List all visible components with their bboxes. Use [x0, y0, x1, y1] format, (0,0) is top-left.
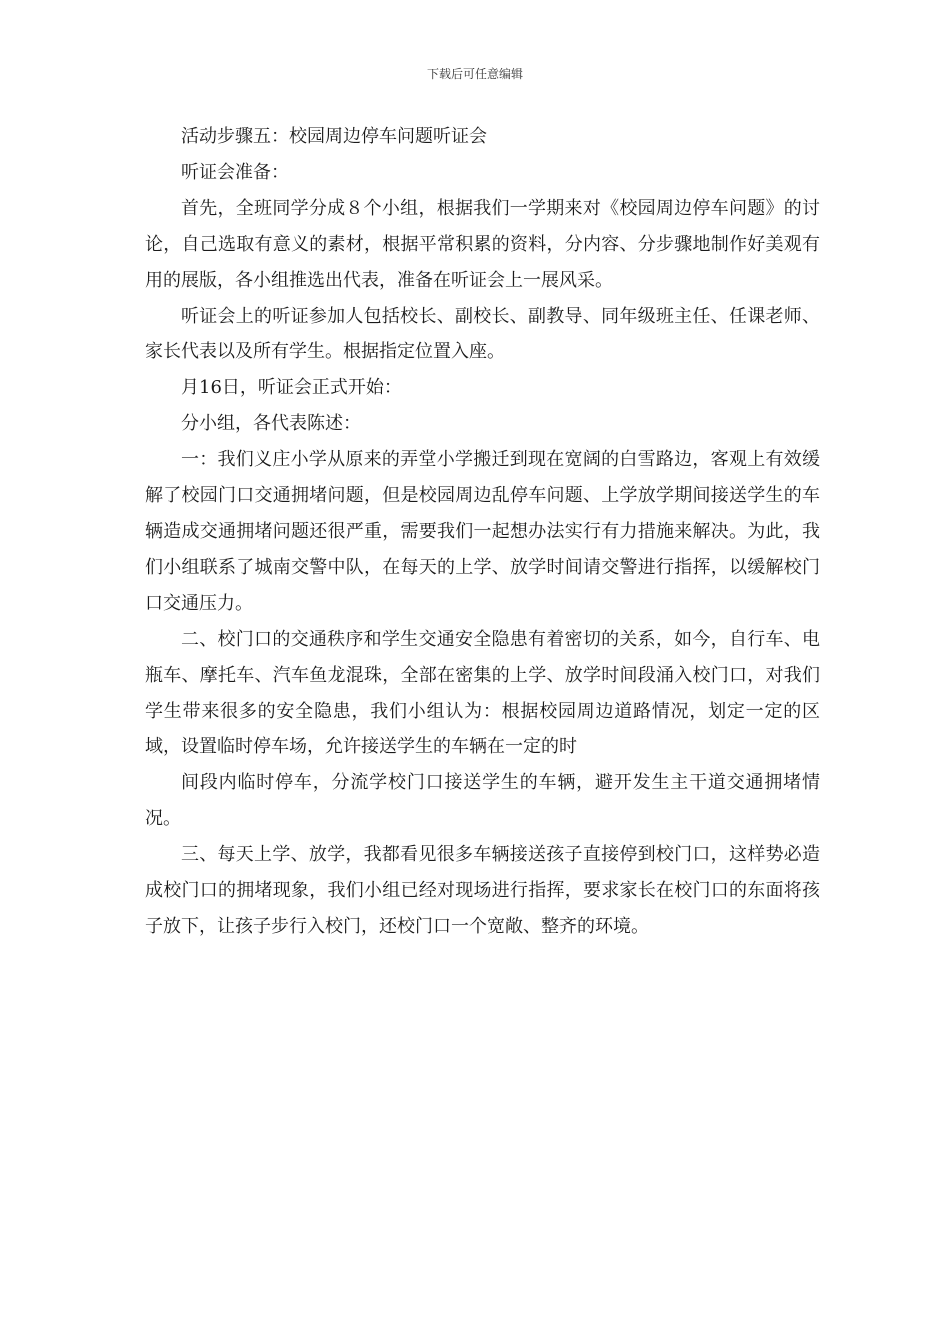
page-header: 下载后可任意编辑: [426, 67, 523, 81]
document-body: [145, 119, 820, 945]
paragraph-group-statements: 分小组，各代表陈述：: [181, 413, 361, 435]
paragraph-group-one: 一：我们义庄小学从原来的弄堂小学搬迁到现在宽阔的白雪路边，客观上有效缓解了校园门口交通拥堵问题，但是校园周边乱停车问题、上学放学期间接送学生的车辆造成交通拥堵问题还很严重，需要我们一起想办法实行有力措施来解决。为此，我们小组联系了城南交警中队，在每天的上学、放学时间请交警进行指挥，以缓解校门口交通压力。: [145, 449, 820, 614]
paragraph-group-two: 二、校门口的交通秩序和学生交通安全隐患有着密切的关系，如今，自行车、电瓶车、摩托车、汽车鱼龙混珠，全部在密集的上学、放学时间段涌入校门口，对我们学生带来很多的安全隐患，我们小组认为：根据校园周边道路情况，划定一定的区域，设置临时停车场，允许接送学生的车辆在一定的时: [145, 628, 820, 758]
paragraph-participants: 听证会上的听证参加人包括校长、副校长、副教导、同年级班主任、任课老师、家长代表以及所有学生。根据指定位置入座。: [145, 305, 820, 363]
paragraph-step-title: 活动步骤五：校园周边停车问题听证会: [181, 126, 487, 147]
paragraph-preparation: 首先，全班同学分成８个小组，根据我们一学期来对《校园周边停车问题》的讨论，自己选取有意义的素材，根据平常积累的资料，分内容、分步骤地制作好美观有用的展版，各小组推选出代表，准备在听证会上一展风采。: [145, 197, 820, 291]
paragraph-preparation-heading: 听证会准备：: [181, 161, 289, 183]
paragraph-start-date: 月16日，听证会正式开始：: [181, 377, 402, 399]
paragraph-group-three: 三、每天上学、放学，我都看见很多车辆接送孩子直接停到校门口，这样势必造成校门口的拥堵现象，我们小组已经对现场进行指挥，要求家长在校门口的东面将孩子放下，让孩子步行入校门，还校门口一个宽敞、整齐的环境。: [145, 844, 820, 937]
paragraph-group-two-continued: 间段内临时停车，分流学校门口接送学生的车辆，避开发生主干道交通拥堵情况。: [145, 772, 820, 830]
